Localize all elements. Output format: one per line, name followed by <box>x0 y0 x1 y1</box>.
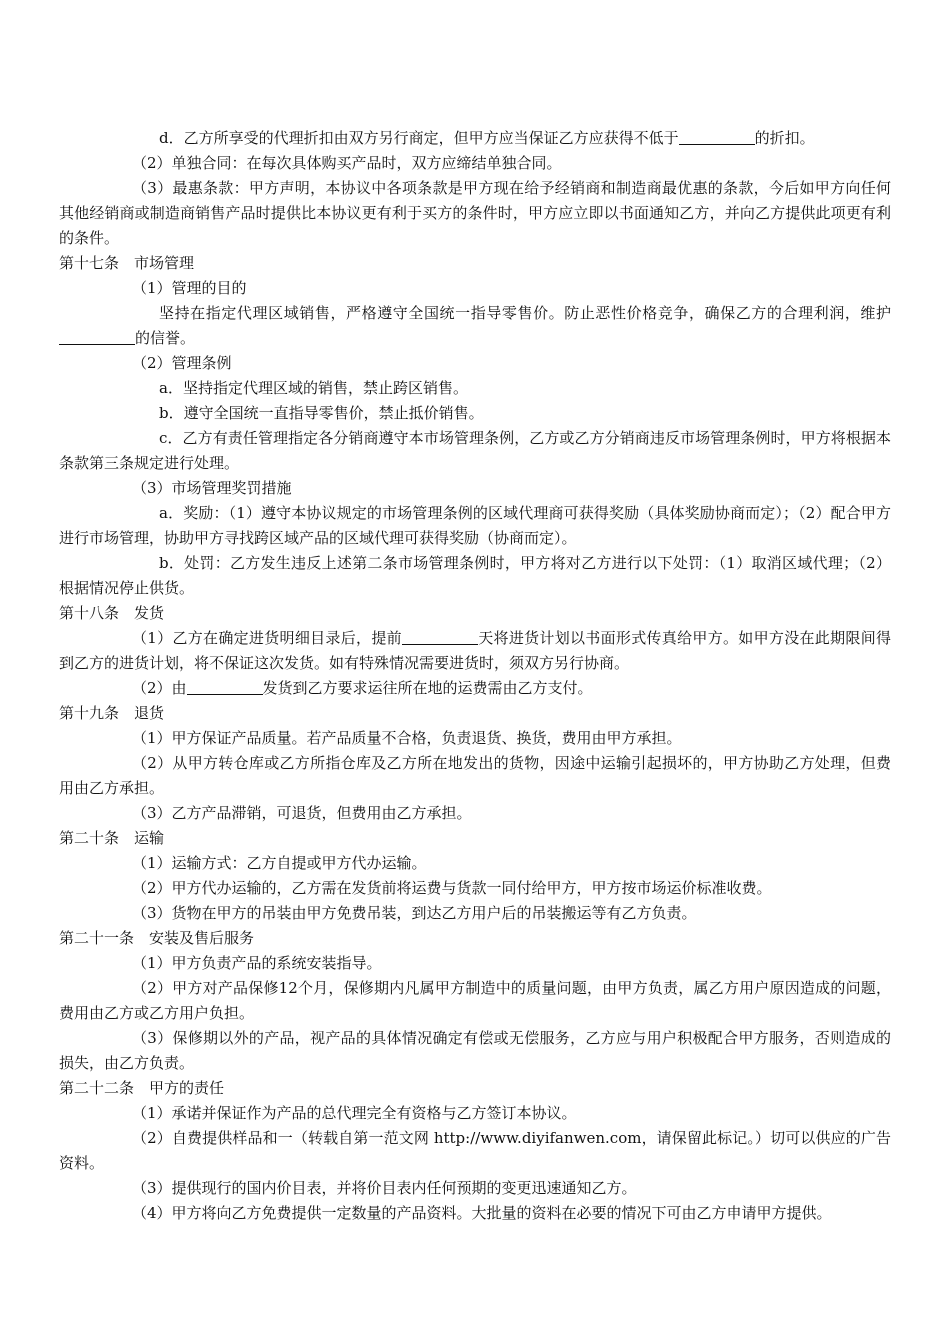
paragraph: b．遵守全国统一直指导零售价，禁止抵价销售。 <box>159 404 484 422</box>
paragraph: （1）承诺并保证作为产品的总代理完全有资格与乙方签订本协议。 <box>132 1104 577 1122</box>
paragraph: 坚持在指定代理区域销售，严格遵守全国统一指导零售价。防止恶性价格竞争，确保乙方的合理利润，维护的信誉。 <box>59 301 891 351</box>
paragraph: （4）甲方将向乙方免费提供一定数量的产品资料。大批量的资料在必要的情况下可由乙方申请甲方提供。 <box>132 1204 832 1222</box>
paragraph: （2）自费提供样品和一（转载自第一范文网 http://www.diyifanwen.com，请保留此标记。）切可以供应的广告资料。 <box>59 1129 891 1172</box>
paragraph: a．坚持指定代理区域的销售，禁止跨区销售。 <box>159 379 468 397</box>
fill-in-blank <box>402 630 478 645</box>
section-heading: 第十八条 发货 <box>59 604 165 622</box>
document-body <box>59 126 891 1226</box>
paragraph: d．乙方所享受的代理折扣由双方另行商定，但甲方应当保证乙方应获得不低于 的折扣。 <box>159 129 815 147</box>
section-heading: 第十七条 市场管理 <box>59 254 195 272</box>
paragraph: （3）保修期以外的产品，视产品的具体情况确定有偿或无偿服务，乙方应与用户积极配合甲方服务，否则造成的损失，由乙方负责。 <box>59 1029 891 1072</box>
paragraph: （1）运输方式：乙方自提或甲方代办运输。 <box>132 854 427 872</box>
paragraph: （1）乙方在确定进货明细目录后，提前 天将进货计划以书面形式传真给甲方。如甲方没在此期限间得到乙方的进货计划，将不保证这次发货。如有特殊情况需要进货时，须双方另行协商。 <box>59 629 891 672</box>
paragraph: （3）市场管理奖罚措施 <box>132 479 292 497</box>
paragraph: （1）甲方保证产品质量。若产品质量不合格，负责退货、换货，费用由甲方承担。 <box>132 729 682 747</box>
paragraph: b．处罚：乙方发生违反上述第二条市场管理条例时，甲方将对乙方进行以下处罚：（1）取消区域代理；（2）根据情况停止供货。 <box>59 554 891 597</box>
paragraph: （1）甲方负责产品的系统安装指导。 <box>132 954 382 972</box>
fill-in-blank <box>187 680 263 695</box>
paragraph: c．乙方有责任管理指定各分销商遵守本市场管理条例，乙方或乙方分销商违反市场管理条例时，甲方将根据本条款第三条规定进行处理。 <box>59 429 891 472</box>
paragraph: （3）提供现行的国内价目表，并将价目表内任何预期的变更迅速通知乙方。 <box>132 1179 637 1197</box>
fill-in-blank <box>679 130 755 145</box>
fill-in-blank <box>59 330 135 345</box>
paragraph: （3）货物在甲方的吊装由甲方免费吊装，到达乙方用户后的吊装搬运等有乙方负责。 <box>132 904 697 922</box>
paragraph: （2）由 发货到乙方要求运往所在地的运费需由乙方支付。 <box>132 679 593 697</box>
paragraph: （3）乙方产品滞销，可退货，但费用由乙方承担。 <box>132 804 472 822</box>
paragraph: （1）管理的目的 <box>132 279 247 297</box>
paragraph: （2）管理条例 <box>132 354 232 372</box>
paragraph: （2）甲方对产品保修12个月，保修期内凡属甲方制造中的质量问题，由甲方负责，属乙方用户原因造成的问题，费用由乙方或乙方用户负担。 <box>59 979 891 1022</box>
paragraph: a．奖励：（1）遵守本协议规定的市场管理条例的区域代理商可获得奖励（具体奖励协商而定）；（2）配合甲方进行市场管理，协助甲方寻找跨区域产品的区域代理可获得奖励（协商而定）。 <box>59 504 891 547</box>
paragraph: （2）单独合同：在每次具体购买产品时，双方应缔结单独合同。 <box>132 154 562 172</box>
section-heading: 第二十条 运输 <box>59 829 165 847</box>
section-heading: 第二十一条 安装及售后服务 <box>59 929 255 947</box>
section-heading: 第二十二条 甲方的责任 <box>59 1079 225 1097</box>
paragraph: （2）从甲方转仓库或乙方所指仓库及乙方所在地发出的货物，因途中运输引起损坏的，甲方协助乙方处理，但费用由乙方承担。 <box>59 754 891 797</box>
paragraph: （3）最惠条款：甲方声明，本协议中各项条款是甲方现在给予经销商和制造商最优惠的条款，今后如甲方向任何其他经销商或制造商销售产品时提供比本协议更有利于买方的条件时，甲方应立即以书面通知乙方，并向乙方提供此项更有利的条件。 <box>59 179 891 247</box>
section-heading: 第十九条 退货 <box>59 704 165 722</box>
paragraph: （2）甲方代办运输的，乙方需在发货前将运费与货款一同付给甲方，甲方按市场运价标准收费。 <box>132 879 772 897</box>
